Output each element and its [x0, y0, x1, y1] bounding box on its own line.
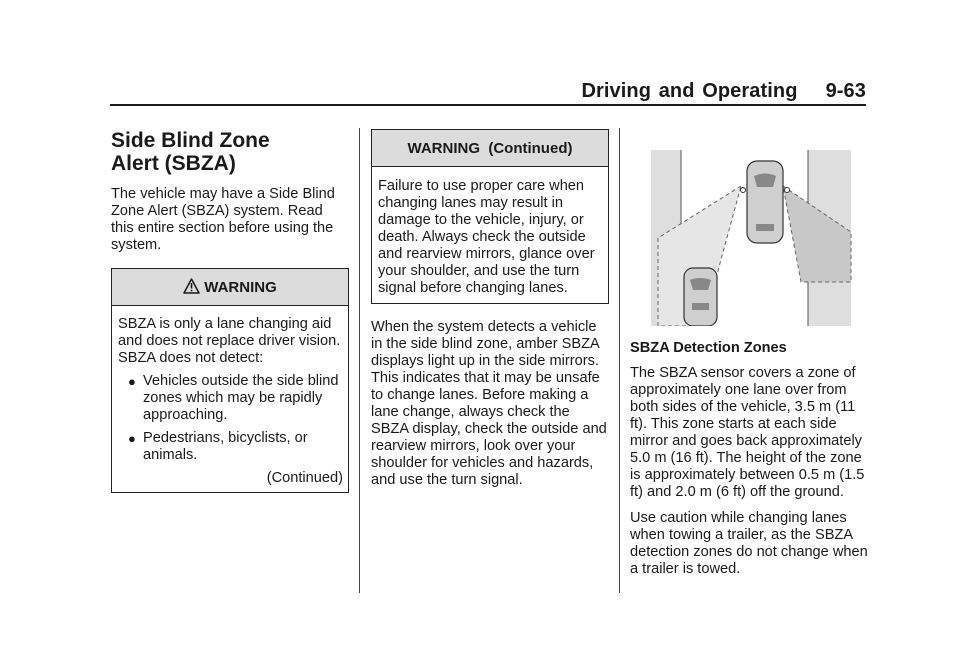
header-title [581, 80, 866, 103]
column-1 [111, 129, 349, 493]
zone-description-paragraph: The SBZA sensor covers a zone of approximately one lane over from both sides of the vehicle, 3.5 m (11 ft). This zone starts at each side mirror and goes back approximately 5.0 m (16 ft). The height of the zone is approximately between 0.5 m (1.5 ft) and 2.0 m (6 ft) off the ground. [630, 365, 865, 500]
column-divider-2 [619, 128, 620, 593]
rear-vehicle-icon [684, 268, 717, 326]
warning-bullet [118, 373, 343, 424]
host-vehicle-icon [741, 161, 790, 243]
warning-box [111, 268, 349, 493]
warning-body [112, 306, 348, 492]
warning-continued-box [371, 129, 609, 304]
column-2 [371, 129, 609, 489]
intro-paragraph: The vehicle may have a Side Blind Zone Alert (SBZA) system. Read this entire section before using the system. [111, 186, 335, 253]
section-title-line-2: Alert (SBZA) [111, 152, 236, 175]
header-section: Driving and Operating [581, 80, 798, 102]
column-3 [630, 129, 868, 578]
continued-label: (Continued) [266, 470, 343, 486]
trailer-caution-paragraph: Use caution while changing lanes when towing a trailer, as the SBZA detection zones do not change when a trailer is towed. [630, 510, 868, 577]
bullet-icon: ● [128, 431, 136, 446]
warning-continued-text: Failure to use proper care when changing lanes may result in damage to the vehicle, injury, or death. Always check the outside and rearview mirrors, glance over your shoulder, and use the turn signal before changing lanes. [378, 178, 595, 296]
figure-caption: SBZA Detection Zones [630, 340, 787, 356]
warning-heading: WARNING [204, 278, 277, 296]
section-title-line-1: Side Blind Zone [111, 129, 270, 152]
warning-triangle-icon [183, 278, 200, 294]
warning-header [112, 269, 348, 306]
detection-paragraph: When the system detects a vehicle in the side blind zone, amber SBZA displays light up in the side mirrors. This indicates that it may be unsafe to change lanes. Before making a lane change, always check the SBZA display, check the outside and rearview mirrors, look over your shoulder for vehicles and hazards, and use the turn signal. [371, 319, 607, 488]
detection-zones-diagram [649, 140, 853, 326]
bullet-text: Pedestrians, bicyclists, or animals. [143, 430, 308, 463]
warning-text: SBZA is only a lane changing aid and does not replace driver vision. SBZA does not detect: [118, 316, 341, 366]
page-header [110, 76, 866, 106]
warning-bullet [118, 430, 343, 464]
page-number: 9-63 [825, 80, 866, 102]
warning-continued-header: WARNING (Continued) [372, 130, 608, 167]
section-title [111, 129, 349, 175]
sbza-detection-zones-figure [649, 140, 853, 326]
column-divider-1 [359, 128, 360, 593]
bullet-icon: ● [128, 374, 136, 389]
bullet-text: Vehicles outside the side blind zones which may be rapidly approaching. [143, 373, 339, 423]
header-rule [110, 104, 866, 106]
